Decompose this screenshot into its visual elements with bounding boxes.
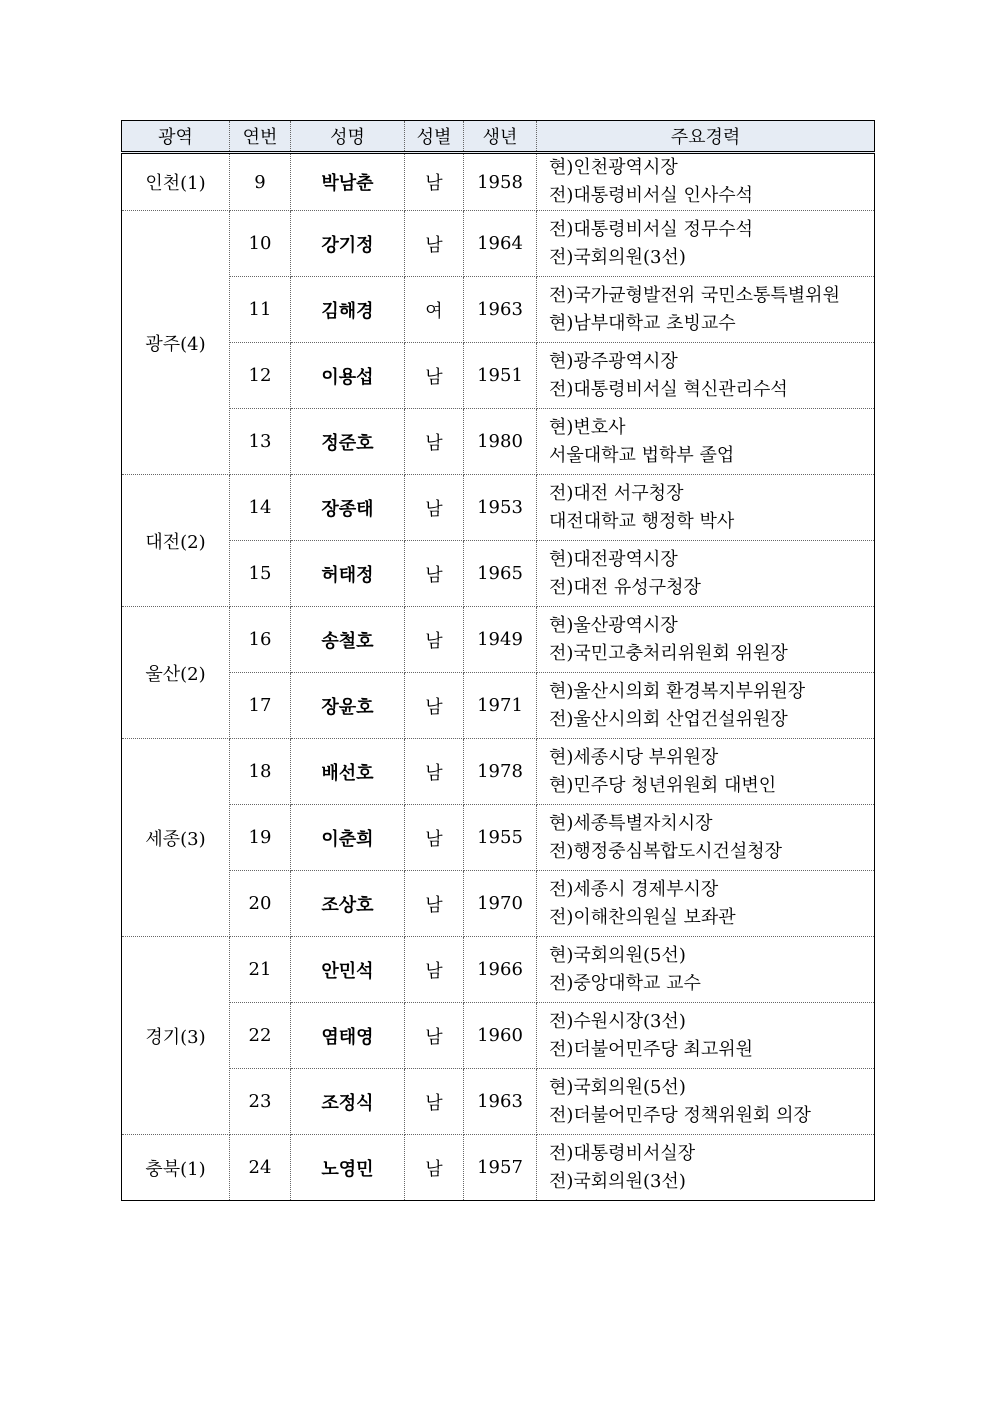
career-line: 전)중앙대학교 교수 — [549, 972, 701, 994]
career-line: 전)대통령비서실 정무수석 — [549, 218, 754, 240]
no-cell: 20 — [230, 871, 291, 937]
region-cell: 충북(1) — [122, 1135, 230, 1201]
name-cell: 이춘희 — [291, 805, 405, 871]
year-cell: 1970 — [464, 871, 537, 937]
name-cell: 조정식 — [291, 1069, 405, 1135]
career-line: 현)대전광역시장 — [549, 548, 678, 570]
career-cell — [537, 343, 875, 409]
career-line: 전)행정중심복합도시건설청장 — [549, 840, 783, 862]
career-line: 전)대전 서구청장 — [549, 482, 684, 504]
career-line: 현)세종특별자치시장 — [549, 812, 713, 834]
year-cell: 1965 — [464, 541, 537, 607]
gender-cell: 남 — [405, 1003, 464, 1069]
career-line: 전)더불어민주당 최고위원 — [549, 1038, 754, 1060]
gender-cell: 남 — [405, 343, 464, 409]
table-row — [122, 1003, 875, 1069]
career-cell — [537, 153, 875, 211]
career-cell — [537, 607, 875, 673]
career-line: 현)세종시당 부위원장 — [549, 746, 719, 768]
career-line: 전)국민고충처리위원회 위원장 — [549, 642, 788, 664]
no-cell: 13 — [230, 409, 291, 475]
career-line: 전)대통령비서실 혁신관리수석 — [549, 378, 788, 400]
table-row — [122, 1135, 875, 1201]
no-cell: 21 — [230, 937, 291, 1003]
header-gender: 성별 — [405, 121, 464, 153]
table-row — [122, 343, 875, 409]
career-cell — [537, 805, 875, 871]
region-cell: 인천(1) — [122, 153, 230, 211]
gender-cell: 남 — [405, 475, 464, 541]
career-line: 현)변호사 — [549, 416, 626, 438]
career-cell — [537, 541, 875, 607]
career-cell — [537, 211, 875, 277]
name-cell: 장종태 — [291, 475, 405, 541]
year-cell: 1966 — [464, 937, 537, 1003]
gender-cell: 남 — [405, 1069, 464, 1135]
career-cell — [537, 937, 875, 1003]
region-cell: 경기(3) — [122, 937, 230, 1135]
career-line: 전)수원시장(3선) — [549, 1010, 686, 1032]
header-no: 연번 — [230, 121, 291, 153]
table-row — [122, 277, 875, 343]
no-cell: 14 — [230, 475, 291, 541]
career-line: 전)더불어민주당 정책위원회 의장 — [549, 1104, 811, 1126]
career-cell — [537, 1003, 875, 1069]
name-cell: 노영민 — [291, 1135, 405, 1201]
table-row — [122, 475, 875, 541]
career-cell — [537, 871, 875, 937]
career-cell — [537, 739, 875, 805]
region-cell: 대전(2) — [122, 475, 230, 607]
career-line: 현)국회의원(5선) — [549, 1076, 686, 1098]
header-region: 광역 — [122, 121, 230, 153]
no-cell: 22 — [230, 1003, 291, 1069]
year-cell: 1957 — [464, 1135, 537, 1201]
name-cell: 이용섭 — [291, 343, 405, 409]
gender-cell: 남 — [405, 607, 464, 673]
career-line: 전)대통령비서실장 — [549, 1142, 696, 1164]
no-cell: 23 — [230, 1069, 291, 1135]
table-row — [122, 607, 875, 673]
gender-cell: 남 — [405, 937, 464, 1003]
no-cell: 9 — [230, 153, 291, 211]
career-cell — [537, 673, 875, 739]
gender-cell: 여 — [405, 277, 464, 343]
career-line: 대전대학교 행정학 박사 — [549, 510, 735, 532]
career-line: 전)국가균형발전위 국민소통특별위원 — [549, 284, 840, 306]
candidate-table — [121, 120, 875, 1201]
career-line: 현)남부대학교 초빙교수 — [549, 312, 736, 334]
gender-cell: 남 — [405, 1135, 464, 1201]
no-cell: 12 — [230, 343, 291, 409]
table-row — [122, 739, 875, 805]
header-career: 주요경력 — [537, 121, 875, 153]
career-line: 전)국회의원(3선) — [549, 1170, 686, 1192]
no-cell: 24 — [230, 1135, 291, 1201]
year-cell: 1951 — [464, 343, 537, 409]
career-line: 전)국회의원(3선) — [549, 246, 686, 268]
career-cell — [537, 1069, 875, 1135]
gender-cell: 남 — [405, 871, 464, 937]
career-line: 전)대전 유성구청장 — [549, 576, 701, 598]
year-cell: 1949 — [464, 607, 537, 673]
name-cell: 송철호 — [291, 607, 405, 673]
gender-cell: 남 — [405, 805, 464, 871]
career-cell — [537, 409, 875, 475]
career-line: 전)이해찬의원실 보좌관 — [549, 906, 736, 928]
year-cell: 1971 — [464, 673, 537, 739]
career-line: 서울대학교 법학부 졸업 — [549, 444, 735, 466]
region-cell: 울산(2) — [122, 607, 230, 739]
header-name: 성명 — [291, 121, 405, 153]
name-cell: 배선호 — [291, 739, 405, 805]
career-line: 전)세종시 경제부시장 — [549, 878, 719, 900]
career-line: 현)광주광역시장 — [549, 350, 678, 372]
gender-cell: 남 — [405, 211, 464, 277]
table-row — [122, 673, 875, 739]
year-cell: 1964 — [464, 211, 537, 277]
gender-cell: 남 — [405, 153, 464, 211]
career-line: 현)울산시의회 환경복지부위원장 — [549, 680, 806, 702]
career-line: 전)울산시의회 산업건설위원장 — [549, 708, 788, 730]
table-row — [122, 541, 875, 607]
name-cell: 강기정 — [291, 211, 405, 277]
career-cell — [537, 1135, 875, 1201]
no-cell: 16 — [230, 607, 291, 673]
name-cell: 염태영 — [291, 1003, 405, 1069]
year-cell: 1955 — [464, 805, 537, 871]
table-header-row — [122, 121, 875, 153]
header-year: 생년 — [464, 121, 537, 153]
year-cell: 1963 — [464, 1069, 537, 1135]
gender-cell: 남 — [405, 409, 464, 475]
no-cell: 15 — [230, 541, 291, 607]
career-line: 현)국회의원(5선) — [549, 944, 686, 966]
name-cell: 박남춘 — [291, 153, 405, 211]
gender-cell: 남 — [405, 739, 464, 805]
year-cell: 1958 — [464, 153, 537, 211]
region-cell: 광주(4) — [122, 211, 230, 475]
no-cell: 10 — [230, 211, 291, 277]
table-row — [122, 211, 875, 277]
name-cell: 조상호 — [291, 871, 405, 937]
table-row — [122, 1069, 875, 1135]
name-cell: 장윤호 — [291, 673, 405, 739]
region-cell: 세종(3) — [122, 739, 230, 937]
career-line: 현)민주당 청년위원회 대변인 — [549, 774, 777, 796]
no-cell: 19 — [230, 805, 291, 871]
year-cell: 1963 — [464, 277, 537, 343]
gender-cell: 남 — [405, 541, 464, 607]
no-cell: 11 — [230, 277, 291, 343]
career-cell — [537, 475, 875, 541]
table-row — [122, 871, 875, 937]
year-cell: 1953 — [464, 475, 537, 541]
career-line: 현)울산광역시장 — [549, 614, 678, 636]
year-cell: 1980 — [464, 409, 537, 475]
table-row — [122, 409, 875, 475]
name-cell: 정준호 — [291, 409, 405, 475]
career-line: 현)인천광역시장 — [549, 157, 678, 178]
table-row — [122, 805, 875, 871]
no-cell: 18 — [230, 739, 291, 805]
name-cell: 허태정 — [291, 541, 405, 607]
no-cell: 17 — [230, 673, 291, 739]
career-cell — [537, 277, 875, 343]
table-row — [122, 937, 875, 1003]
gender-cell: 남 — [405, 673, 464, 739]
year-cell: 1960 — [464, 1003, 537, 1069]
name-cell: 안민석 — [291, 937, 405, 1003]
table-row — [122, 153, 875, 211]
name-cell: 김해경 — [291, 277, 405, 343]
career-line: 전)대통령비서실 인사수석 — [549, 185, 754, 206]
year-cell: 1978 — [464, 739, 537, 805]
